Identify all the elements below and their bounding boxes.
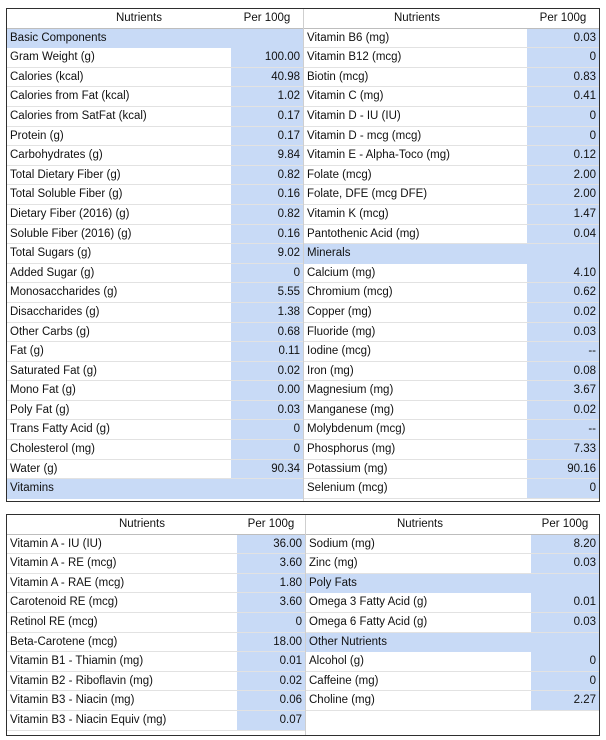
- nutrient-name: Selenium (mcg): [307, 482, 388, 495]
- nutrient-row: [7, 107, 303, 127]
- nutrient-value: 0.03: [231, 401, 303, 420]
- nutrient-name: Vitamin B3 - Niacin Equiv (mg): [10, 713, 167, 726]
- nutrient-value: 0: [527, 48, 599, 67]
- nutrient-name: Poly Fat (g): [10, 403, 70, 416]
- nutrient-value: 0.12: [527, 146, 599, 165]
- nutrient-row: [304, 68, 599, 88]
- nutrient-row: [304, 303, 599, 323]
- nutrient-name: Retinol RE (mcg): [10, 615, 98, 628]
- column-header-row: [7, 9, 303, 29]
- nutrient-row: [304, 381, 599, 401]
- nutrient-value: 90.34: [231, 460, 303, 479]
- nutrient-name: Folate (mcg): [307, 168, 372, 181]
- nutrient-row: [7, 362, 303, 382]
- nutrient-value: 1.80: [237, 574, 305, 593]
- nutrient-value: 0: [231, 264, 303, 283]
- section-label: Basic Components: [10, 31, 107, 44]
- nutrient-value: 0: [527, 107, 599, 126]
- nutrient-name: Monosaccharides (g): [10, 286, 118, 299]
- nutrient-row: [7, 554, 305, 574]
- nutrient-name: Caffeine (mg): [309, 674, 379, 687]
- nutrition-table-secondary: [6, 514, 600, 736]
- nutrient-value: [231, 479, 303, 498]
- nutrient-name: Saturated Fat (g): [10, 364, 97, 377]
- nutrient-value: 9.02: [231, 244, 303, 263]
- top-right-column: [304, 9, 599, 501]
- nutrient-value: 2.00: [527, 166, 599, 185]
- column-header-row: [304, 9, 599, 29]
- column-header-row: [306, 515, 599, 535]
- nutrient-value: 0.02: [237, 672, 305, 691]
- nutrient-value: 0.02: [231, 362, 303, 381]
- nutrient-value: 100.00: [231, 48, 303, 67]
- nutrient-value: 0.16: [231, 225, 303, 244]
- nutrient-value: 9.84: [231, 146, 303, 165]
- nutrient-value: [231, 29, 303, 48]
- nutrient-name: Omega 3 Fatty Acid (g): [309, 596, 428, 609]
- nutrient-row: [306, 652, 599, 672]
- nutrient-value: --: [527, 420, 599, 439]
- nutrient-row: [304, 107, 599, 127]
- nutrient-name: Vitamin B6 (mg): [307, 31, 390, 44]
- bottom-left-rows: [7, 535, 305, 731]
- nutrient-row: [7, 535, 305, 555]
- nutrient-value: 0.01: [237, 652, 305, 671]
- nutrient-row: [7, 283, 303, 303]
- bottom-left-column: [7, 515, 306, 735]
- nutrient-name: Vitamin C (mg): [307, 90, 384, 103]
- nutrient-row: [304, 479, 599, 499]
- bottom-right-column: [306, 515, 599, 735]
- nutrient-value: 0.82: [231, 205, 303, 224]
- nutrient-name: Mono Fat (g): [10, 384, 76, 397]
- nutrient-value: 4.10: [527, 264, 599, 283]
- nutrient-row: [7, 633, 305, 653]
- nutrient-value: 0.07: [237, 711, 305, 730]
- nutrient-name: Total Sugars (g): [10, 247, 92, 260]
- nutrient-row: [7, 146, 303, 166]
- nutrient-value: 0.00: [231, 381, 303, 400]
- nutrient-name: Molybdenum (mcg): [307, 423, 406, 436]
- nutrient-value: --: [527, 342, 599, 361]
- nutrient-row: [7, 303, 303, 323]
- nutrient-row: [7, 323, 303, 343]
- bottom-right-rows: [306, 535, 599, 711]
- nutrient-value: 0.03: [527, 29, 599, 48]
- nutrient-name: Potassium (mg): [307, 462, 388, 475]
- nutrient-name: Total Dietary Fiber (g): [10, 168, 121, 181]
- nutrient-value: 2.00: [527, 185, 599, 204]
- nutrient-value: [531, 574, 599, 593]
- nutrient-name: Manganese (mg): [307, 403, 394, 416]
- nutrient-value: [527, 244, 599, 263]
- nutrient-value: 0.17: [231, 107, 303, 126]
- nutrient-row: [7, 652, 305, 672]
- nutrient-row: [304, 29, 599, 49]
- nutrient-value: 0: [527, 127, 599, 146]
- nutrient-row: [7, 127, 303, 147]
- nutrient-value: 0.02: [527, 401, 599, 420]
- section-header: [306, 633, 599, 653]
- nutrient-value: 8.20: [531, 535, 599, 554]
- nutrient-row: [7, 381, 303, 401]
- nutrient-row: [304, 264, 599, 284]
- nutrient-name: Vitamin A - RE (mcg): [10, 557, 117, 570]
- per100-header: Per 100g: [231, 9, 303, 28]
- nutrient-row: [7, 401, 303, 421]
- nutrient-name: Vitamin A - IU (IU): [10, 537, 102, 550]
- nutrient-row: [304, 460, 599, 480]
- nutrient-value: 5.55: [231, 283, 303, 302]
- nutrient-name: Vitamin D - mcg (mcg): [307, 129, 422, 142]
- nutrient-name: Phosphorus (mg): [307, 443, 396, 456]
- nutrients-header: Nutrients: [306, 515, 531, 534]
- nutrient-value: 0.62: [527, 283, 599, 302]
- nutrient-name: Protein (g): [10, 129, 64, 142]
- nutrient-name: Copper (mg): [307, 305, 372, 318]
- nutrient-value: 0: [237, 613, 305, 632]
- nutrient-row: [7, 87, 303, 107]
- nutrient-name: Sodium (mg): [309, 537, 375, 550]
- nutrient-value: 0.06: [237, 691, 305, 710]
- nutrient-name: Vitamin B12 (mcg): [307, 51, 402, 64]
- nutrient-row: [304, 401, 599, 421]
- nutrient-value: 0.01: [531, 593, 599, 612]
- nutrient-row: [7, 48, 303, 68]
- nutrient-value: 1.47: [527, 205, 599, 224]
- nutrient-value: 0.16: [231, 185, 303, 204]
- nutrition-table-main: [6, 8, 600, 502]
- nutrient-name: Calories from SatFat (kcal): [10, 109, 147, 122]
- nutrient-value: 0.04: [527, 225, 599, 244]
- nutrient-value: 3.60: [237, 554, 305, 573]
- nutrient-name: Water (g): [10, 462, 58, 475]
- nutrient-value: 0.68: [231, 323, 303, 342]
- nutrient-name: Alcohol (g): [309, 655, 364, 668]
- nutrient-value: 0: [527, 479, 599, 498]
- nutrient-name: Added Sugar (g): [10, 266, 95, 279]
- section-label: Minerals: [307, 247, 351, 260]
- per100-header: Per 100g: [237, 515, 305, 534]
- nutrient-row: [7, 264, 303, 284]
- per100-header: Per 100g: [527, 9, 599, 28]
- nutrient-name: Soluble Fiber (2016) (g): [10, 227, 132, 240]
- nutrient-row: [7, 711, 305, 731]
- nutrient-value: 0.41: [527, 87, 599, 106]
- nutrient-name: Folate, DFE (mcg DFE): [307, 188, 428, 201]
- nutrient-value: 1.38: [231, 303, 303, 322]
- nutrient-row: [7, 613, 305, 633]
- nutrient-row: [306, 672, 599, 692]
- section-header: [304, 244, 599, 264]
- per100-header: Per 100g: [531, 515, 599, 534]
- nutrient-name: Fat (g): [10, 345, 44, 358]
- nutrient-row: [304, 420, 599, 440]
- nutrient-name: Vitamin A - RAE (mcg): [10, 576, 125, 589]
- nutrient-row: [7, 460, 303, 480]
- nutrient-name: Magnesium (mg): [307, 384, 394, 397]
- nutrient-name: Zinc (mg): [309, 557, 358, 570]
- section-label: Vitamins: [10, 482, 54, 495]
- nutrient-value: 0.02: [527, 303, 599, 322]
- nutrient-row: [7, 342, 303, 362]
- nutrient-value: 0: [231, 440, 303, 459]
- nutrient-row: [306, 593, 599, 613]
- nutrient-value: 90.16: [527, 460, 599, 479]
- nutrient-row: [304, 146, 599, 166]
- nutrient-name: Cholesterol (mg): [10, 443, 95, 456]
- nutrient-name: Vitamin B2 - Riboflavin (mg): [10, 674, 153, 687]
- nutrient-value: 0: [531, 672, 599, 691]
- nutrient-row: [304, 87, 599, 107]
- nutrients-header: Nutrients: [304, 9, 527, 28]
- nutrients-header: Nutrients: [7, 515, 237, 534]
- nutrient-name: Calcium (mg): [307, 266, 376, 279]
- section-header: [7, 479, 303, 499]
- nutrient-name: Biotin (mcg): [307, 70, 369, 83]
- nutrient-row: [304, 166, 599, 186]
- nutrient-name: Vitamin B3 - Niacin (mg): [10, 694, 135, 707]
- nutrient-name: Dietary Fiber (2016) (g): [10, 207, 130, 220]
- nutrient-name: Vitamin K (mcg): [307, 207, 389, 220]
- nutrient-row: [7, 68, 303, 88]
- nutrient-value: 2.27: [531, 691, 599, 710]
- nutrient-row: [306, 691, 599, 711]
- nutrient-row: [304, 342, 599, 362]
- nutrients-header: Nutrients: [7, 9, 231, 28]
- nutrient-row: [304, 48, 599, 68]
- nutrient-row: [7, 574, 305, 594]
- nutrient-row: [304, 323, 599, 343]
- nutrient-row: [7, 185, 303, 205]
- nutrient-name: Other Carbs (g): [10, 325, 90, 338]
- section-header: [306, 574, 599, 594]
- nutrient-row: [7, 672, 305, 692]
- nutrient-name: Disaccharides (g): [10, 305, 100, 318]
- nutrient-row: [304, 205, 599, 225]
- nutrient-name: Fluoride (mg): [307, 325, 376, 338]
- nutrient-name: Calories from Fat (kcal): [10, 90, 130, 103]
- nutrient-value: [531, 633, 599, 652]
- nutrient-row: [7, 225, 303, 245]
- nutrient-row: [7, 593, 305, 613]
- nutrient-name: Carbohydrates (g): [10, 149, 103, 162]
- nutrient-value: 18.00: [237, 633, 305, 652]
- nutrient-value: 0.03: [531, 554, 599, 573]
- nutrient-row: [304, 440, 599, 460]
- nutrient-value: 0.03: [527, 323, 599, 342]
- top-right-rows: [304, 29, 599, 499]
- nutrient-row: [304, 283, 599, 303]
- nutrient-row: [306, 613, 599, 633]
- nutrient-row: [7, 691, 305, 711]
- nutrient-row: [304, 225, 599, 245]
- nutrient-row: [7, 166, 303, 186]
- nutrient-row: [306, 535, 599, 555]
- section-label: Poly Fats: [309, 576, 357, 589]
- nutrient-name: Vitamin B1 - Thiamin (mg): [10, 655, 144, 668]
- section-label: Other Nutrients: [309, 635, 387, 648]
- nutrient-value: 1.02: [231, 87, 303, 106]
- nutrient-value: 0.03: [531, 613, 599, 632]
- nutrient-value: 0: [231, 420, 303, 439]
- nutrient-row: [7, 440, 303, 460]
- top-left-rows: [7, 29, 303, 499]
- nutrient-value: 0.08: [527, 362, 599, 381]
- nutrient-row: [306, 554, 599, 574]
- nutrient-value: 3.60: [237, 593, 305, 612]
- section-header: [7, 29, 303, 49]
- nutrient-name: Vitamin D - IU (IU): [307, 109, 401, 122]
- nutrient-name: Trans Fatty Acid (g): [10, 423, 110, 436]
- nutrient-name: Carotenoid RE (mcg): [10, 596, 119, 609]
- nutrient-name: Chromium (mcg): [307, 286, 393, 299]
- nutrient-value: 7.33: [527, 440, 599, 459]
- nutrient-value: 0.83: [527, 68, 599, 87]
- nutrient-name: Iron (mg): [307, 364, 354, 377]
- nutrient-name: Total Soluble Fiber (g): [10, 188, 123, 201]
- nutrient-row: [7, 205, 303, 225]
- nutrient-value: 3.67: [527, 381, 599, 400]
- nutrient-name: Calories (kcal): [10, 70, 84, 83]
- nutrient-name: Pantothenic Acid (mg): [307, 227, 420, 240]
- nutrient-value: 36.00: [237, 535, 305, 554]
- column-header-row: [7, 515, 305, 535]
- nutrient-value: 40.98: [231, 68, 303, 87]
- nutrient-name: Gram Weight (g): [10, 51, 95, 64]
- nutrient-value: 0.11: [231, 342, 303, 361]
- nutrient-name: Choline (mg): [309, 694, 375, 707]
- nutrient-value: 0.82: [231, 166, 303, 185]
- nutrient-row: [304, 185, 599, 205]
- nutrient-name: Iodine (mcg): [307, 345, 371, 358]
- nutrient-row: [7, 420, 303, 440]
- nutrient-value: 0.17: [231, 127, 303, 146]
- nutrient-name: Omega 6 Fatty Acid (g): [309, 615, 428, 628]
- nutrient-name: Vitamin E - Alpha-Toco (mg): [307, 149, 450, 162]
- nutrient-row: [304, 127, 599, 147]
- top-left-column: [7, 9, 304, 501]
- nutrient-name: Beta-Carotene (mcg): [10, 635, 118, 648]
- nutrient-row: [7, 244, 303, 264]
- nutrient-value: 0: [531, 652, 599, 671]
- nutrient-row: [304, 362, 599, 382]
